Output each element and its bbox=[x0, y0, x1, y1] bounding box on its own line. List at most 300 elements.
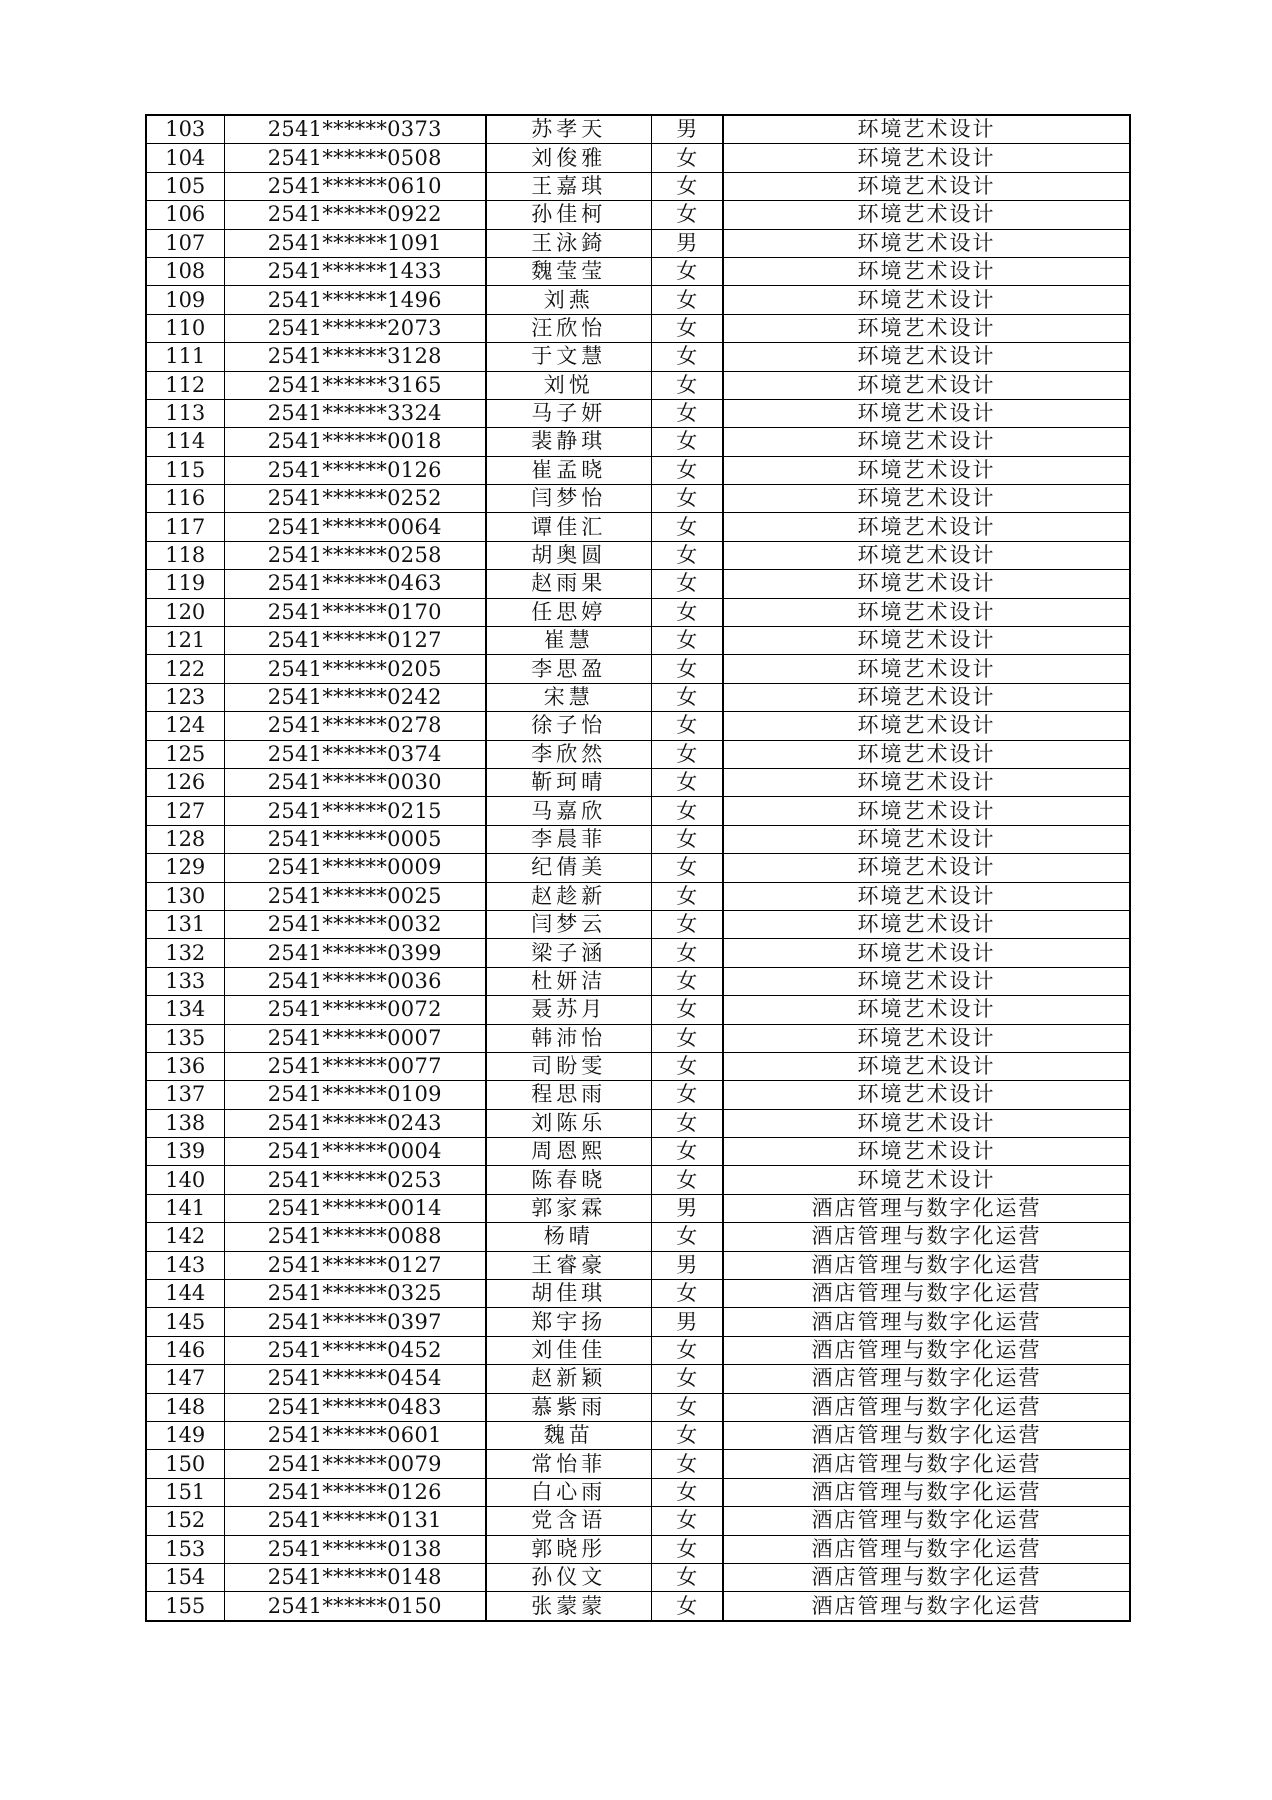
major-cell: 环境艺术设计 bbox=[723, 967, 1130, 995]
table-row bbox=[146, 655, 1130, 683]
major-cell: 环境艺术设计 bbox=[723, 201, 1130, 229]
row-number-cell: 146 bbox=[146, 1336, 224, 1364]
row-number-cell: 140 bbox=[146, 1166, 224, 1194]
gender-cell: 女 bbox=[651, 996, 723, 1024]
student-name-cell: 苏孝天 bbox=[486, 115, 651, 144]
row-number-cell: 111 bbox=[146, 343, 224, 371]
gender-cell: 女 bbox=[651, 257, 723, 285]
gender-cell: 女 bbox=[651, 1563, 723, 1591]
row-number-cell: 120 bbox=[146, 598, 224, 626]
row-number-cell: 137 bbox=[146, 1081, 224, 1109]
gender-cell: 男 bbox=[651, 1194, 723, 1222]
student-id-cell: 2541******0127 bbox=[224, 627, 486, 655]
student-id-cell: 2541******2073 bbox=[224, 314, 486, 342]
table-row bbox=[146, 229, 1130, 257]
roster-sheet bbox=[145, 114, 1129, 1622]
major-cell: 环境艺术设计 bbox=[723, 1109, 1130, 1137]
major-cell: 环境艺术设计 bbox=[723, 570, 1130, 598]
row-number-cell: 150 bbox=[146, 1450, 224, 1478]
major-cell: 酒店管理与数字化运营 bbox=[723, 1365, 1130, 1393]
major-cell: 环境艺术设计 bbox=[723, 428, 1130, 456]
student-id-cell: 2541******1496 bbox=[224, 286, 486, 314]
table-row bbox=[146, 1194, 1130, 1222]
student-name-cell: 于文慧 bbox=[486, 343, 651, 371]
major-cell: 酒店管理与数字化运营 bbox=[723, 1223, 1130, 1251]
student-id-cell: 2541******0025 bbox=[224, 882, 486, 910]
major-cell: 环境艺术设计 bbox=[723, 456, 1130, 484]
major-cell: 酒店管理与数字化运营 bbox=[723, 1450, 1130, 1478]
major-cell: 酒店管理与数字化运营 bbox=[723, 1308, 1130, 1336]
student-id-cell: 2541******0258 bbox=[224, 541, 486, 569]
table-row bbox=[146, 343, 1130, 371]
table-row bbox=[146, 172, 1130, 200]
student-id-cell: 2541******0079 bbox=[224, 1450, 486, 1478]
major-cell: 酒店管理与数字化运营 bbox=[723, 1336, 1130, 1364]
major-cell: 环境艺术设计 bbox=[723, 655, 1130, 683]
major-cell: 环境艺术设计 bbox=[723, 854, 1130, 882]
table-row bbox=[146, 1166, 1130, 1194]
major-cell: 环境艺术设计 bbox=[723, 286, 1130, 314]
student-id-cell: 2541******0036 bbox=[224, 967, 486, 995]
row-number-cell: 152 bbox=[146, 1507, 224, 1535]
student-id-cell: 2541******3324 bbox=[224, 399, 486, 427]
gender-cell: 女 bbox=[651, 683, 723, 711]
gender-cell: 女 bbox=[651, 627, 723, 655]
student-name-cell: 魏苗 bbox=[486, 1421, 651, 1449]
table-row bbox=[146, 1336, 1130, 1364]
student-id-cell: 2541******0032 bbox=[224, 910, 486, 938]
gender-cell: 女 bbox=[651, 1109, 723, 1137]
table-row bbox=[146, 1592, 1130, 1621]
student-name-cell: 慕紫雨 bbox=[486, 1393, 651, 1421]
gender-cell: 女 bbox=[651, 314, 723, 342]
table-row bbox=[146, 456, 1130, 484]
student-id-cell: 2541******0601 bbox=[224, 1421, 486, 1449]
student-roster-table bbox=[145, 114, 1131, 1622]
major-cell: 环境艺术设计 bbox=[723, 627, 1130, 655]
major-cell: 环境艺术设计 bbox=[723, 768, 1130, 796]
table-row bbox=[146, 371, 1130, 399]
major-cell: 环境艺术设计 bbox=[723, 1081, 1130, 1109]
student-id-cell: 2541******0127 bbox=[224, 1251, 486, 1279]
gender-cell: 女 bbox=[651, 825, 723, 853]
gender-cell: 女 bbox=[651, 1166, 723, 1194]
table-row bbox=[146, 201, 1130, 229]
table-row bbox=[146, 1138, 1130, 1166]
table-row bbox=[146, 115, 1130, 144]
student-id-cell: 2541******0452 bbox=[224, 1336, 486, 1364]
row-number-cell: 125 bbox=[146, 740, 224, 768]
row-number-cell: 103 bbox=[146, 115, 224, 144]
major-cell: 酒店管理与数字化运营 bbox=[723, 1592, 1130, 1621]
table-row bbox=[146, 1081, 1130, 1109]
student-name-cell: 闫梦怡 bbox=[486, 485, 651, 513]
student-id-cell: 2541******0007 bbox=[224, 1024, 486, 1052]
gender-cell: 女 bbox=[651, 570, 723, 598]
student-id-cell: 2541******0252 bbox=[224, 485, 486, 513]
row-number-cell: 128 bbox=[146, 825, 224, 853]
student-name-cell: 韩沛怡 bbox=[486, 1024, 651, 1052]
gender-cell: 女 bbox=[651, 854, 723, 882]
table-row bbox=[146, 797, 1130, 825]
major-cell: 酒店管理与数字化运营 bbox=[723, 1563, 1130, 1591]
student-id-cell: 2541******0243 bbox=[224, 1109, 486, 1137]
student-name-cell: 闫梦云 bbox=[486, 910, 651, 938]
gender-cell: 女 bbox=[651, 1081, 723, 1109]
row-number-cell: 149 bbox=[146, 1421, 224, 1449]
student-name-cell: 赵雨果 bbox=[486, 570, 651, 598]
table-row bbox=[146, 1280, 1130, 1308]
student-name-cell: 梁子涵 bbox=[486, 939, 651, 967]
row-number-cell: 155 bbox=[146, 1592, 224, 1621]
table-row bbox=[146, 1052, 1130, 1080]
row-number-cell: 138 bbox=[146, 1109, 224, 1137]
table-row bbox=[146, 1251, 1130, 1279]
table-row bbox=[146, 1024, 1130, 1052]
student-name-cell: 周恩熙 bbox=[486, 1138, 651, 1166]
student-id-cell: 2541******0215 bbox=[224, 797, 486, 825]
gender-cell: 女 bbox=[651, 740, 723, 768]
student-name-cell: 胡佳琪 bbox=[486, 1280, 651, 1308]
gender-cell: 女 bbox=[651, 1223, 723, 1251]
major-cell: 环境艺术设计 bbox=[723, 1024, 1130, 1052]
student-id-cell: 2541******0399 bbox=[224, 939, 486, 967]
major-cell: 环境艺术设计 bbox=[723, 343, 1130, 371]
major-cell: 环境艺术设计 bbox=[723, 1166, 1130, 1194]
student-id-cell: 2541******0004 bbox=[224, 1138, 486, 1166]
major-cell: 环境艺术设计 bbox=[723, 825, 1130, 853]
gender-cell: 女 bbox=[651, 655, 723, 683]
student-id-cell: 2541******0610 bbox=[224, 172, 486, 200]
roster-body bbox=[146, 115, 1130, 1621]
table-row bbox=[146, 740, 1130, 768]
student-id-cell: 2541******0170 bbox=[224, 598, 486, 626]
row-number-cell: 154 bbox=[146, 1563, 224, 1591]
student-id-cell: 2541******0922 bbox=[224, 201, 486, 229]
major-cell: 环境艺术设计 bbox=[723, 485, 1130, 513]
row-number-cell: 132 bbox=[146, 939, 224, 967]
student-id-cell: 2541******0064 bbox=[224, 513, 486, 541]
gender-cell: 女 bbox=[651, 1478, 723, 1506]
major-cell: 环境艺术设计 bbox=[723, 371, 1130, 399]
student-name-cell: 宋慧 bbox=[486, 683, 651, 711]
major-cell: 酒店管理与数字化运营 bbox=[723, 1280, 1130, 1308]
student-name-cell: 李欣然 bbox=[486, 740, 651, 768]
row-number-cell: 133 bbox=[146, 967, 224, 995]
student-id-cell: 2541******0030 bbox=[224, 768, 486, 796]
row-number-cell: 110 bbox=[146, 314, 224, 342]
row-number-cell: 130 bbox=[146, 882, 224, 910]
gender-cell: 女 bbox=[651, 967, 723, 995]
student-id-cell: 2541******0131 bbox=[224, 1507, 486, 1535]
table-row bbox=[146, 1393, 1130, 1421]
row-number-cell: 118 bbox=[146, 541, 224, 569]
student-name-cell: 刘陈乐 bbox=[486, 1109, 651, 1137]
major-cell: 环境艺术设计 bbox=[723, 144, 1130, 172]
row-number-cell: 134 bbox=[146, 996, 224, 1024]
student-name-cell: 常怡菲 bbox=[486, 1450, 651, 1478]
student-name-cell: 徐子怡 bbox=[486, 712, 651, 740]
gender-cell: 女 bbox=[651, 768, 723, 796]
major-cell: 环境艺术设计 bbox=[723, 740, 1130, 768]
major-cell: 环境艺术设计 bbox=[723, 910, 1130, 938]
table-row bbox=[146, 882, 1130, 910]
student-name-cell: 孙佳柯 bbox=[486, 201, 651, 229]
row-number-cell: 104 bbox=[146, 144, 224, 172]
row-number-cell: 148 bbox=[146, 1393, 224, 1421]
student-name-cell: 崔孟晓 bbox=[486, 456, 651, 484]
table-row bbox=[146, 541, 1130, 569]
student-name-cell: 李思盈 bbox=[486, 655, 651, 683]
student-id-cell: 2541******0138 bbox=[224, 1535, 486, 1563]
major-cell: 酒店管理与数字化运营 bbox=[723, 1478, 1130, 1506]
row-number-cell: 124 bbox=[146, 712, 224, 740]
student-name-cell: 魏莹莹 bbox=[486, 257, 651, 285]
student-name-cell: 刘俊雅 bbox=[486, 144, 651, 172]
gender-cell: 女 bbox=[651, 1138, 723, 1166]
major-cell: 环境艺术设计 bbox=[723, 712, 1130, 740]
student-id-cell: 2541******0278 bbox=[224, 712, 486, 740]
gender-cell: 女 bbox=[651, 1535, 723, 1563]
student-id-cell: 2541******0508 bbox=[224, 144, 486, 172]
student-id-cell: 2541******0242 bbox=[224, 683, 486, 711]
student-id-cell: 2541******0005 bbox=[224, 825, 486, 853]
major-cell: 酒店管理与数字化运营 bbox=[723, 1421, 1130, 1449]
gender-cell: 女 bbox=[651, 485, 723, 513]
row-number-cell: 122 bbox=[146, 655, 224, 683]
major-cell: 环境艺术设计 bbox=[723, 882, 1130, 910]
student-name-cell: 赵新颖 bbox=[486, 1365, 651, 1393]
student-name-cell: 程思雨 bbox=[486, 1081, 651, 1109]
table-row bbox=[146, 257, 1130, 285]
row-number-cell: 145 bbox=[146, 1308, 224, 1336]
student-id-cell: 2541******0126 bbox=[224, 1478, 486, 1506]
major-cell: 酒店管理与数字化运营 bbox=[723, 1251, 1130, 1279]
student-id-cell: 2541******0454 bbox=[224, 1365, 486, 1393]
student-id-cell: 2541******0205 bbox=[224, 655, 486, 683]
row-number-cell: 123 bbox=[146, 683, 224, 711]
major-cell: 环境艺术设计 bbox=[723, 939, 1130, 967]
gender-cell: 男 bbox=[651, 1251, 723, 1279]
row-number-cell: 141 bbox=[146, 1194, 224, 1222]
student-name-cell: 马嘉欣 bbox=[486, 797, 651, 825]
row-number-cell: 136 bbox=[146, 1052, 224, 1080]
row-number-cell: 131 bbox=[146, 910, 224, 938]
gender-cell: 男 bbox=[651, 229, 723, 257]
gender-cell: 女 bbox=[651, 1280, 723, 1308]
table-row bbox=[146, 1223, 1130, 1251]
gender-cell: 女 bbox=[651, 513, 723, 541]
student-name-cell: 刘悦 bbox=[486, 371, 651, 399]
gender-cell: 女 bbox=[651, 1052, 723, 1080]
major-cell: 环境艺术设计 bbox=[723, 683, 1130, 711]
gender-cell: 女 bbox=[651, 201, 723, 229]
major-cell: 环境艺术设计 bbox=[723, 598, 1130, 626]
student-name-cell: 杨晴 bbox=[486, 1223, 651, 1251]
table-row bbox=[146, 286, 1130, 314]
student-name-cell: 郭家霖 bbox=[486, 1194, 651, 1222]
major-cell: 环境艺术设计 bbox=[723, 115, 1130, 144]
gender-cell: 女 bbox=[651, 882, 723, 910]
gender-cell: 女 bbox=[651, 712, 723, 740]
major-cell: 环境艺术设计 bbox=[723, 257, 1130, 285]
student-id-cell: 2541******0126 bbox=[224, 456, 486, 484]
student-id-cell: 2541******0009 bbox=[224, 854, 486, 882]
gender-cell: 女 bbox=[651, 939, 723, 967]
major-cell: 酒店管理与数字化运营 bbox=[723, 1393, 1130, 1421]
table-row bbox=[146, 1421, 1130, 1449]
student-id-cell: 2541******0109 bbox=[224, 1081, 486, 1109]
major-cell: 酒店管理与数字化运营 bbox=[723, 1535, 1130, 1563]
major-cell: 环境艺术设计 bbox=[723, 229, 1130, 257]
gender-cell: 女 bbox=[651, 541, 723, 569]
major-cell: 酒店管理与数字化运营 bbox=[723, 1194, 1130, 1222]
gender-cell: 女 bbox=[651, 1592, 723, 1621]
student-name-cell: 刘佳佳 bbox=[486, 1336, 651, 1364]
gender-cell: 女 bbox=[651, 456, 723, 484]
gender-cell: 女 bbox=[651, 1365, 723, 1393]
student-id-cell: 2541******0088 bbox=[224, 1223, 486, 1251]
student-id-cell: 2541******0072 bbox=[224, 996, 486, 1024]
table-row bbox=[146, 854, 1130, 882]
student-id-cell: 2541******0325 bbox=[224, 1280, 486, 1308]
row-number-cell: 139 bbox=[146, 1138, 224, 1166]
table-row bbox=[146, 910, 1130, 938]
student-name-cell: 王泳錡 bbox=[486, 229, 651, 257]
major-cell: 环境艺术设计 bbox=[723, 1138, 1130, 1166]
student-name-cell: 白心雨 bbox=[486, 1478, 651, 1506]
table-row bbox=[146, 428, 1130, 456]
gender-cell: 男 bbox=[651, 1308, 723, 1336]
major-cell: 环境艺术设计 bbox=[723, 314, 1130, 342]
table-row bbox=[146, 683, 1130, 711]
gender-cell: 女 bbox=[651, 1507, 723, 1535]
gender-cell: 女 bbox=[651, 371, 723, 399]
gender-cell: 男 bbox=[651, 115, 723, 144]
table-row bbox=[146, 996, 1130, 1024]
student-name-cell: 张蒙蒙 bbox=[486, 1592, 651, 1621]
student-id-cell: 2541******0150 bbox=[224, 1592, 486, 1621]
row-number-cell: 106 bbox=[146, 201, 224, 229]
student-name-cell: 王睿豪 bbox=[486, 1251, 651, 1279]
table-row bbox=[146, 1507, 1130, 1535]
table-row bbox=[146, 1365, 1130, 1393]
table-row bbox=[146, 485, 1130, 513]
row-number-cell: 142 bbox=[146, 1223, 224, 1251]
major-cell: 环境艺术设计 bbox=[723, 996, 1130, 1024]
student-id-cell: 2541******0148 bbox=[224, 1563, 486, 1591]
table-row bbox=[146, 314, 1130, 342]
row-number-cell: 105 bbox=[146, 172, 224, 200]
gender-cell: 女 bbox=[651, 286, 723, 314]
gender-cell: 女 bbox=[651, 428, 723, 456]
row-number-cell: 129 bbox=[146, 854, 224, 882]
student-id-cell: 2541******0483 bbox=[224, 1393, 486, 1421]
student-id-cell: 2541******0253 bbox=[224, 1166, 486, 1194]
student-id-cell: 2541******0077 bbox=[224, 1052, 486, 1080]
table-row bbox=[146, 939, 1130, 967]
row-number-cell: 143 bbox=[146, 1251, 224, 1279]
gender-cell: 女 bbox=[651, 172, 723, 200]
row-number-cell: 117 bbox=[146, 513, 224, 541]
row-number-cell: 153 bbox=[146, 1535, 224, 1563]
student-id-cell: 2541******3128 bbox=[224, 343, 486, 371]
student-name-cell: 刘燕 bbox=[486, 286, 651, 314]
row-number-cell: 126 bbox=[146, 768, 224, 796]
student-name-cell: 马子妍 bbox=[486, 399, 651, 427]
student-name-cell: 谭佳汇 bbox=[486, 513, 651, 541]
student-name-cell: 纪倩美 bbox=[486, 854, 651, 882]
student-name-cell: 杜妍洁 bbox=[486, 967, 651, 995]
student-name-cell: 赵趁新 bbox=[486, 882, 651, 910]
student-id-cell: 2541******0373 bbox=[224, 115, 486, 144]
row-number-cell: 135 bbox=[146, 1024, 224, 1052]
gender-cell: 女 bbox=[651, 1393, 723, 1421]
table-row bbox=[146, 825, 1130, 853]
major-cell: 环境艺术设计 bbox=[723, 1052, 1130, 1080]
row-number-cell: 116 bbox=[146, 485, 224, 513]
row-number-cell: 121 bbox=[146, 627, 224, 655]
gender-cell: 女 bbox=[651, 1450, 723, 1478]
student-name-cell: 郭晓彤 bbox=[486, 1535, 651, 1563]
student-name-cell: 靳珂晴 bbox=[486, 768, 651, 796]
gender-cell: 女 bbox=[651, 343, 723, 371]
major-cell: 酒店管理与数字化运营 bbox=[723, 1507, 1130, 1535]
row-number-cell: 115 bbox=[146, 456, 224, 484]
major-cell: 环境艺术设计 bbox=[723, 172, 1130, 200]
student-name-cell: 李晨菲 bbox=[486, 825, 651, 853]
student-name-cell: 司盼雯 bbox=[486, 1052, 651, 1080]
student-id-cell: 2541******1091 bbox=[224, 229, 486, 257]
table-row bbox=[146, 1478, 1130, 1506]
student-name-cell: 聂苏月 bbox=[486, 996, 651, 1024]
table-row bbox=[146, 513, 1130, 541]
student-id-cell: 2541******0397 bbox=[224, 1308, 486, 1336]
row-number-cell: 114 bbox=[146, 428, 224, 456]
table-row bbox=[146, 967, 1130, 995]
major-cell: 环境艺术设计 bbox=[723, 513, 1130, 541]
student-name-cell: 郑宇扬 bbox=[486, 1308, 651, 1336]
table-row bbox=[146, 1308, 1130, 1336]
gender-cell: 女 bbox=[651, 1336, 723, 1364]
row-number-cell: 127 bbox=[146, 797, 224, 825]
student-name-cell: 崔慧 bbox=[486, 627, 651, 655]
row-number-cell: 113 bbox=[146, 399, 224, 427]
table-row bbox=[146, 1109, 1130, 1137]
gender-cell: 女 bbox=[651, 1421, 723, 1449]
table-row bbox=[146, 598, 1130, 626]
student-name-cell: 孙仪文 bbox=[486, 1563, 651, 1591]
student-name-cell: 裴静琪 bbox=[486, 428, 651, 456]
gender-cell: 女 bbox=[651, 910, 723, 938]
student-id-cell: 2541******0014 bbox=[224, 1194, 486, 1222]
gender-cell: 女 bbox=[651, 1024, 723, 1052]
table-row bbox=[146, 768, 1130, 796]
table-row bbox=[146, 144, 1130, 172]
row-number-cell: 151 bbox=[146, 1478, 224, 1506]
table-row bbox=[146, 399, 1130, 427]
row-number-cell: 112 bbox=[146, 371, 224, 399]
row-number-cell: 109 bbox=[146, 286, 224, 314]
student-name-cell: 胡奥圆 bbox=[486, 541, 651, 569]
student-id-cell: 2541******0374 bbox=[224, 740, 486, 768]
table-row bbox=[146, 570, 1130, 598]
table-row bbox=[146, 1563, 1130, 1591]
row-number-cell: 147 bbox=[146, 1365, 224, 1393]
student-name-cell: 任思婷 bbox=[486, 598, 651, 626]
student-name-cell: 党含语 bbox=[486, 1507, 651, 1535]
row-number-cell: 107 bbox=[146, 229, 224, 257]
